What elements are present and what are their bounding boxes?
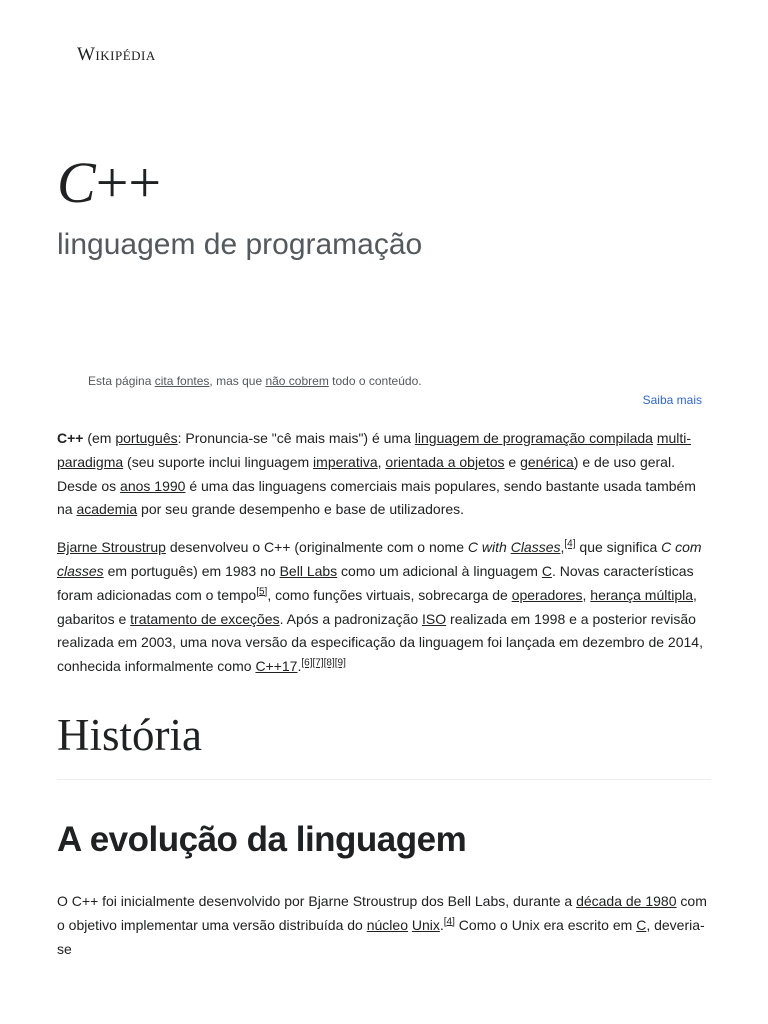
link-linguagem-compilada[interactable]: linguagem de programação compilada xyxy=(414,430,653,446)
title-c: C xyxy=(57,150,96,215)
page-title xyxy=(57,148,161,218)
notice-prefix: Esta página xyxy=(88,374,155,388)
link-heranca-multipla[interactable]: herança múltipla xyxy=(590,586,694,603)
link-iso[interactable]: ISO xyxy=(422,610,447,627)
notice-link-cita-fontes[interactable]: cita fontes xyxy=(154,374,210,388)
reference xyxy=(256,586,267,597)
link-bjarne-stroustrup[interactable]: Bjarne Stroustrup xyxy=(57,539,166,556)
ref-link-5[interactable]: [5] xyxy=(256,586,268,598)
link-bell-labs[interactable]: Bell Labs xyxy=(279,562,338,579)
evolution-paragraph: O C++ foi inicialmente desenvolvido por Bjarne Stroustrup dos Bell Labs, durante a década de 1980 com o objetivo implementar uma versão distribuída do núcleo Unix.[4] Como o Unix era escrito em C, deveria-se xyxy=(57,892,707,957)
bold-term: C++ xyxy=(57,430,84,446)
intro-paragraph: C++ (em português: Pronuncia-se "cê mais mais") é uma linguagem de programação compilada multi-paradigma (seu suporte inclui linguagem imperativa, orientada a objetos e genérica) e de uso geral. Desde os anos 1990 é uma das linguagens comerciais mais populares, sendo bastante usada também na academia por seu grande desempenho e base de utilizadores. xyxy=(57,430,696,518)
ref-link-8[interactable]: [8] xyxy=(323,657,335,669)
notice-suffix: todo o conteúdo. xyxy=(328,374,422,388)
link-multi-paradigma[interactable]: multi-paradigma xyxy=(57,430,692,470)
page-subtitle: linguagem de programação xyxy=(57,228,423,261)
link-operadores[interactable]: operadores xyxy=(511,586,583,603)
link-generica[interactable]: genérica xyxy=(520,453,574,470)
reference xyxy=(564,539,575,550)
ref-link-4b[interactable]: [4] xyxy=(443,916,455,928)
link-c[interactable]: C xyxy=(541,562,552,579)
notice-link-nao-cobrem[interactable]: não cobrem xyxy=(265,374,329,388)
link-orientada-objetos[interactable]: orientada a objetos xyxy=(385,453,505,470)
notice-middle: , mas que xyxy=(209,374,266,388)
link-portugues[interactable]: português xyxy=(115,430,178,446)
link-anos-1990[interactable]: anos 1990 xyxy=(120,477,186,494)
link-classes-pt[interactable]: classes xyxy=(57,562,104,579)
link-nucleo[interactable]: núcleo xyxy=(366,916,408,933)
link-c-2[interactable]: C xyxy=(636,916,647,933)
link-academia[interactable]: academia xyxy=(76,501,138,518)
ref-link-9[interactable]: [9] xyxy=(334,657,346,669)
article-content xyxy=(57,427,711,975)
title-plusplus: ++ xyxy=(95,150,162,215)
history-paragraph: Bjarne Stroustrup desenvolveu o C++ (originalmente com o nome C with Classes,[4] que significa C com classes em português) em 1983 no Bell Labs como um adicional à linguagem C. Novas características foram adicionadas com o tempo[5], como funções virtuais, sobrecarga de operadores, herança múltipla, gabaritos e tratamento de exceções. Após a padronização ISO realizada em 1998 e a posterior revisão realizada em 2003, uma nova versão da especificação da linguagem foi lançada em dezembro de 2014, conhecida informalmente como C++17.[6][7][8][9] xyxy=(57,538,703,675)
ref-link-6[interactable]: [6] xyxy=(301,657,313,669)
reference xyxy=(444,916,455,927)
link-decada-1980[interactable]: década de 1980 xyxy=(576,892,677,909)
link-tratamento-excecoes[interactable]: tratamento de exceções xyxy=(130,610,280,627)
section-heading-historia[interactable]: História xyxy=(57,709,711,780)
link-imperativa[interactable]: imperativa xyxy=(313,453,378,470)
reference xyxy=(301,658,346,669)
link-classes[interactable]: Classes xyxy=(510,539,561,556)
learn-more-link[interactable]: Saiba mais xyxy=(642,393,702,407)
link-unix[interactable]: Unix xyxy=(411,916,440,933)
wikipedia-logo[interactable]: Wikipédia xyxy=(77,44,156,65)
subsection-heading-evolucao[interactable]: A evolução da linguagem xyxy=(57,819,467,859)
sources-notice xyxy=(88,374,422,388)
ref-link-4[interactable]: [4] xyxy=(564,538,576,550)
ref-link-7[interactable]: [7] xyxy=(312,657,324,669)
link-cpp17[interactable]: C++17 xyxy=(255,658,298,675)
